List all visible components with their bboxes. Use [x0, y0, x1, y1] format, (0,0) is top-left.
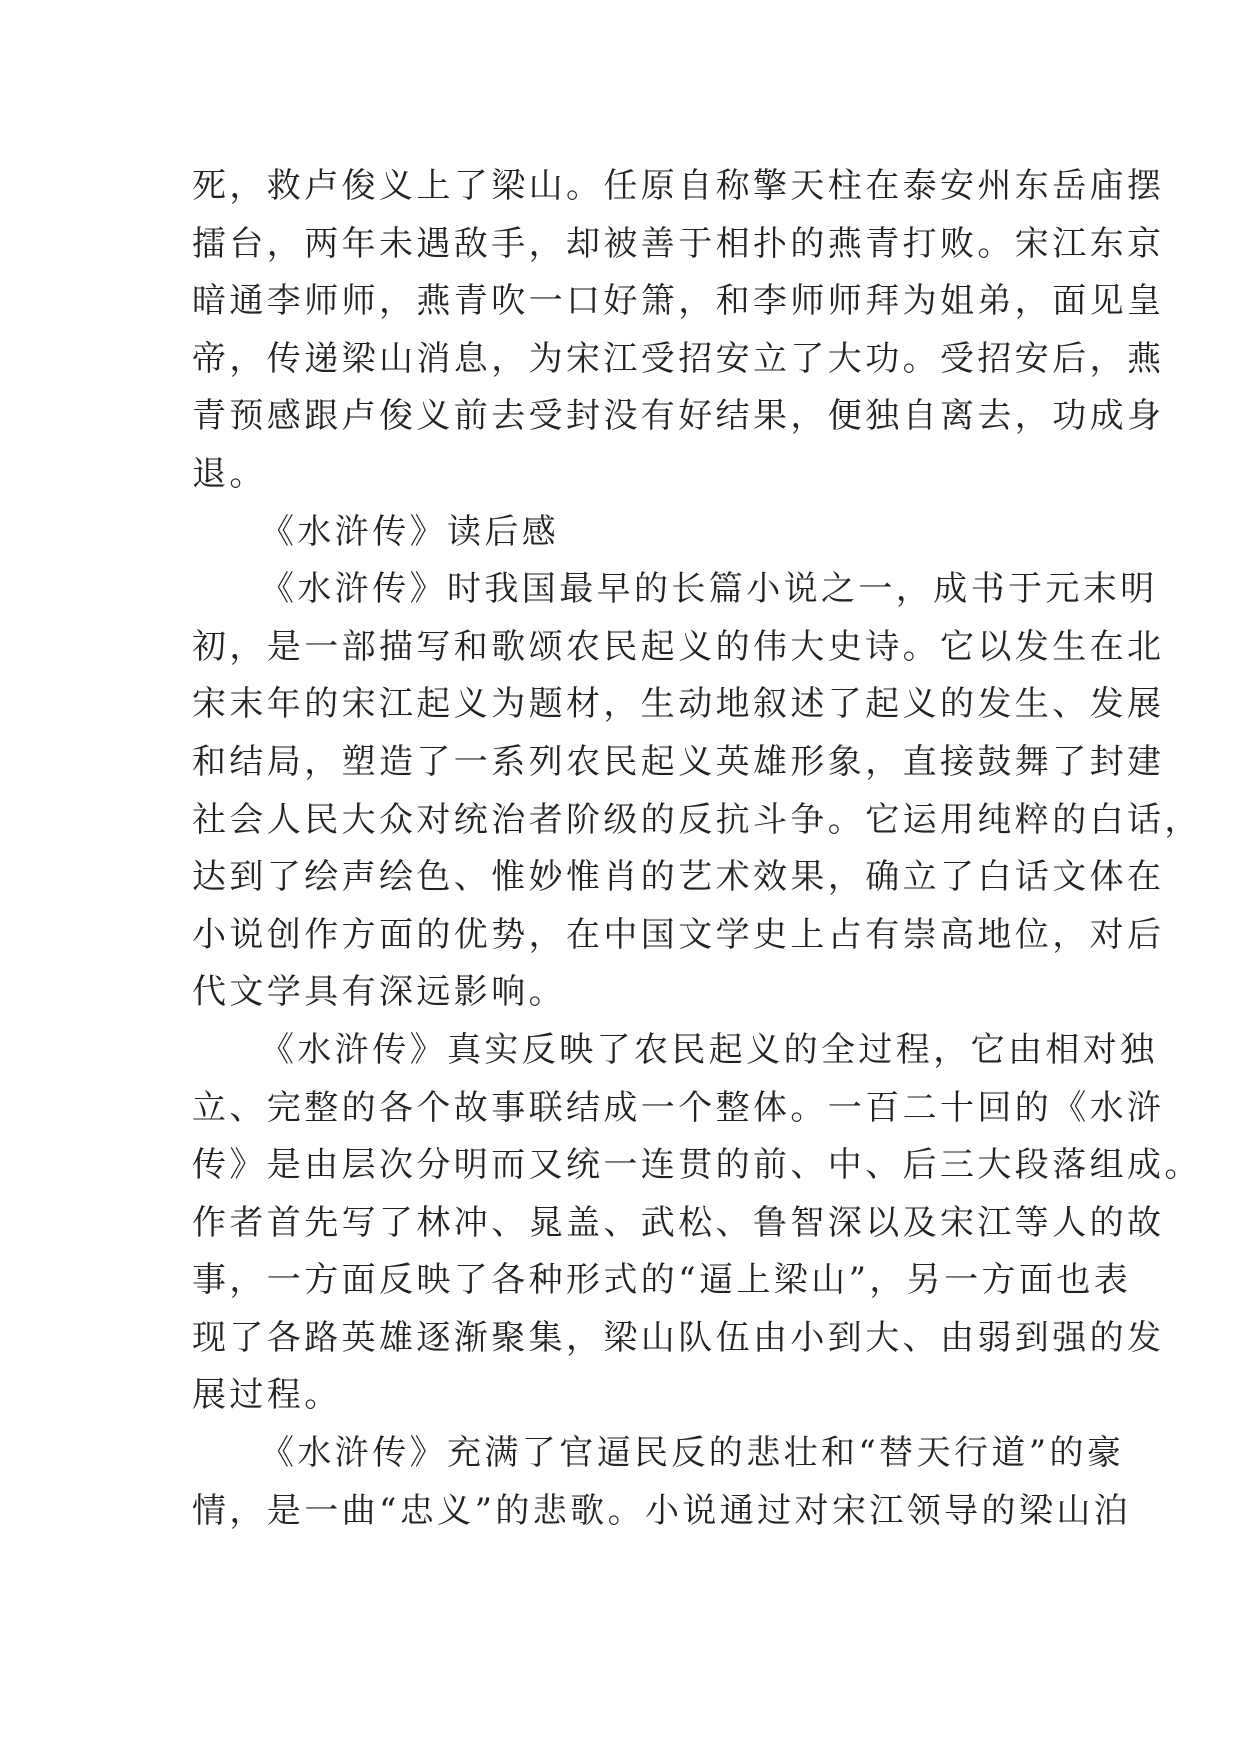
section-heading	[192, 504, 1052, 562]
text-line: 达到了绘声绘色、惟妙惟肖的艺术效果，确立了白话文体在	[192, 857, 1165, 898]
text-line: 情，是一曲“忠义”的悲歌。小说通过对宋江领导的梁山泊	[192, 1490, 1132, 1531]
text-line: 传》是由层次分明而又统一连贯的前、中、后三大段落组成。	[192, 1145, 1202, 1186]
text-line: 作者首先写了林冲、晁盖、武松、鲁智深以及宋江等人的故	[192, 1202, 1165, 1243]
text-line: 死，救卢俊义上了梁山。任原自称擎天柱在泰安州东岳庙摆	[192, 166, 1165, 206]
text-line: 退。	[192, 453, 267, 494]
text-line: 《水浒传》时我国最早的长篇小说之一，成书于元末明	[260, 569, 1158, 610]
text-line: 宋末年的宋江起义为题材，生动地叙述了起义的发生、发展	[192, 684, 1165, 725]
text-line: 帝，传递梁山消息，为宋江受招安立了大功。受招安后，燕	[192, 338, 1165, 379]
text-line: 初，是一部描写和歌颂农民起义的伟大史诗。它以发生在北	[192, 626, 1165, 667]
paragraph-loyalty-elegy	[192, 1425, 1132, 1540]
text-line: 《水浒传》充满了官逼民反的悲壮和“替天行道”的豪	[260, 1433, 1125, 1474]
paragraph-introduction	[192, 561, 1202, 1022]
text-line: 代文学具有深远影响。	[192, 972, 566, 1013]
text-line: 青预感跟卢俊义前去受封没有好结果，便独自离去，功成身	[192, 396, 1165, 437]
text-line: 事，一方面反映了各种形式的“逼上梁山”，另一方面也表	[192, 1260, 1132, 1301]
text-line: 立、完整的各个故事联结成一个整体。一百二十回的《水浒	[192, 1087, 1165, 1128]
paragraph-uprising-process	[192, 1022, 1202, 1425]
text-line: 暗通李师师，燕青吹一口好箫，和李师师拜为姐弟，面见皇	[192, 281, 1165, 322]
text-line: 现了各路英雄逐渐聚集，梁山队伍由小到大、由弱到强的发	[192, 1317, 1165, 1358]
text-line: 社会人民大众对统治者阶级的反抗斗争。它运用纯粹的白话，	[192, 799, 1202, 840]
text-line: 小说创作方面的优势，在中国文学史上占有崇高地位，对后	[192, 914, 1165, 955]
paragraph-yan-qing	[192, 158, 1165, 504]
text-line: 展过程。	[192, 1375, 342, 1416]
body-text	[192, 158, 1202, 1540]
text-line: 和结局，塑造了一系列农民起义英雄形象，直接鼓舞了封建	[192, 741, 1165, 782]
text-line: 擂台，两年未遇敌手，却被善于相扑的燕青打败。宋江东京	[192, 223, 1165, 264]
text-line: 《水浒传》真实反映了农民起义的全过程，它由相对独	[260, 1029, 1158, 1070]
heading-text: 《水浒传》读后感	[260, 511, 560, 552]
